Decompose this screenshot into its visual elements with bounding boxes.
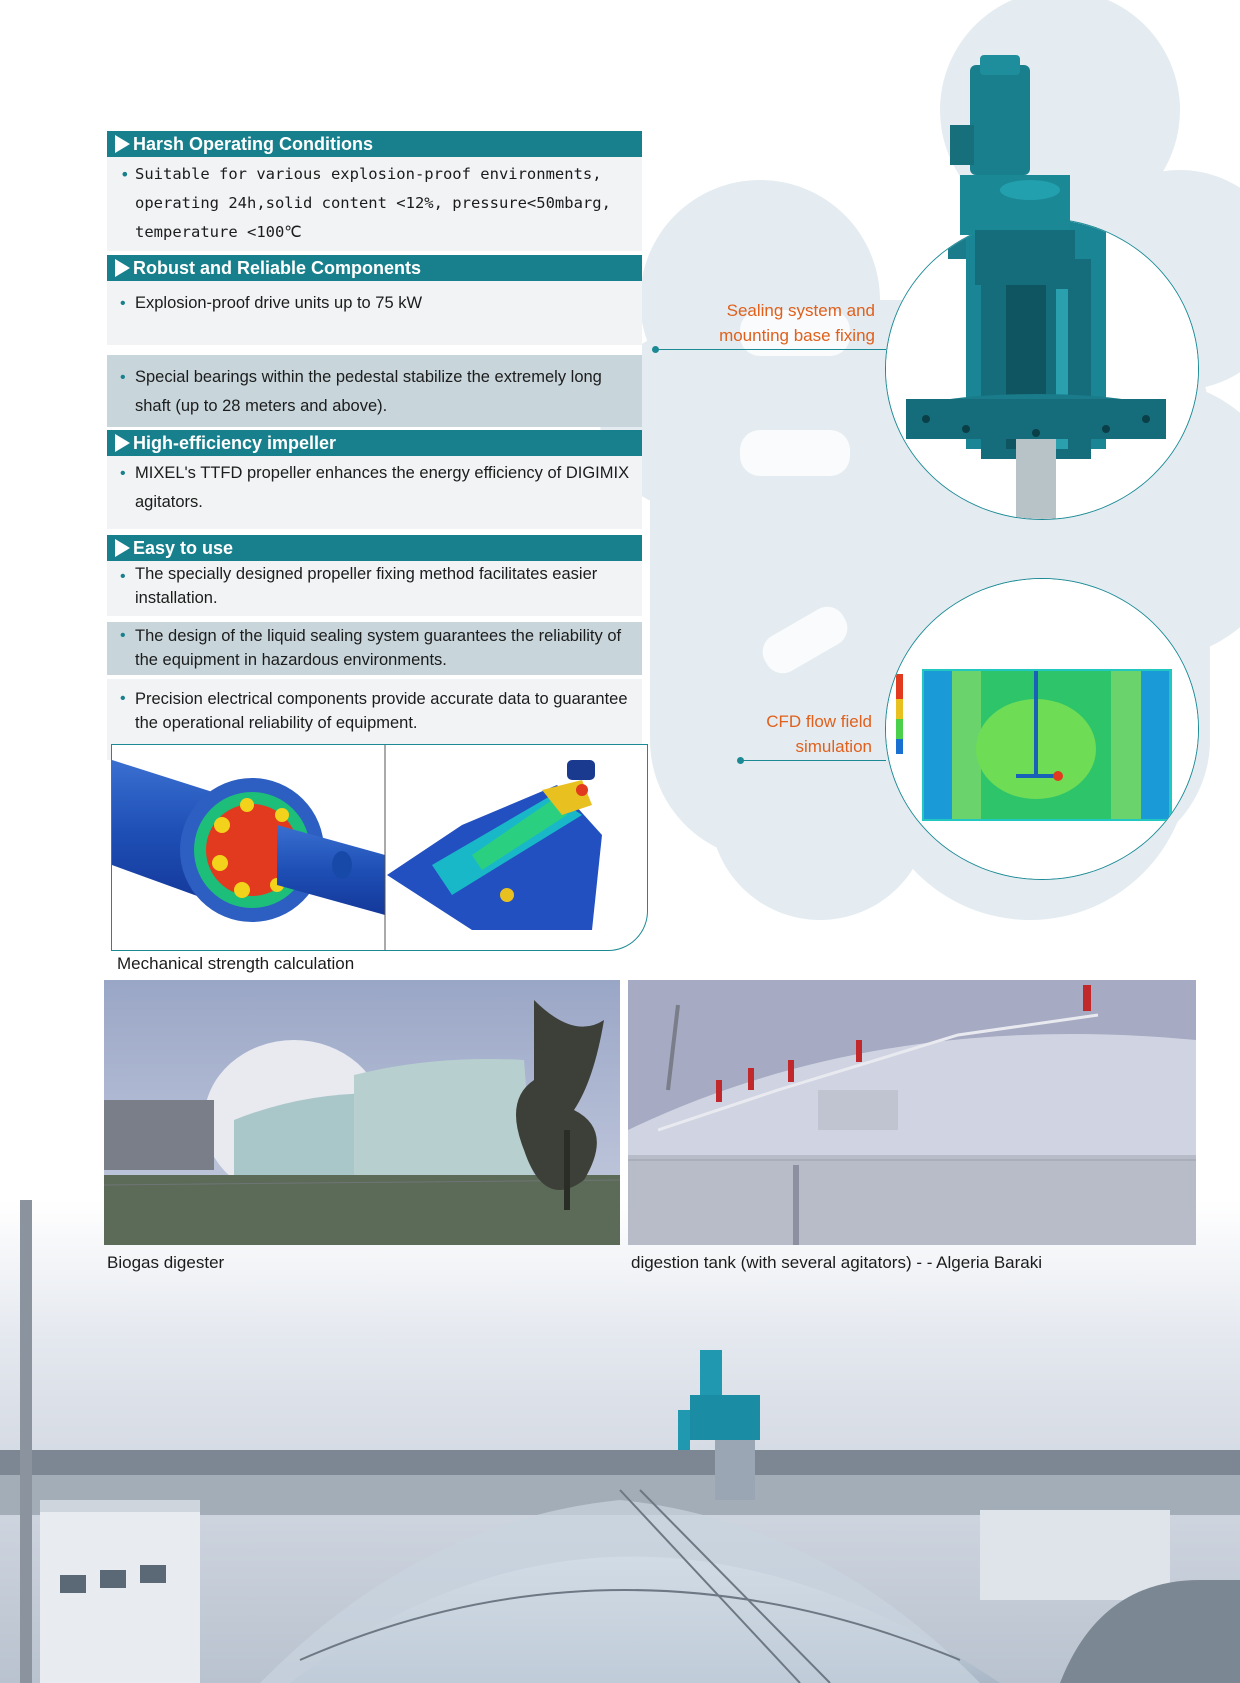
cfd-simulation-image — [886, 579, 1198, 879]
bullet-icon: • — [120, 465, 126, 482]
play-arrow-icon — [115, 259, 130, 277]
biogas-caption: Biogas digester — [107, 1253, 225, 1272]
feature-item — [107, 622, 642, 675]
callout-line-1: Sealing system and — [726, 301, 875, 320]
feature-text: MIXEL's TTFD propeller enhances the energy efficiency of DIGIMIX agitators. — [135, 464, 630, 511]
feature-text: Suitable for various explosion-proof environments, operating 24h,solid content <12%, pressure<50mbarg, temperature <100℃ — [135, 165, 611, 241]
callout-line-2: mounting base fixing — [719, 326, 875, 345]
bullet-icon: • — [120, 690, 126, 707]
bullet-icon: • — [120, 568, 126, 585]
cfd-callout — [680, 709, 872, 759]
section-title: Robust and Reliable Components — [133, 258, 422, 278]
fea-stress-image — [112, 745, 647, 950]
digestion-caption: digestion tank (with several agitators) - - Algeria Baraki — [631, 1253, 1043, 1272]
digestion-tank-photo — [628, 980, 1196, 1245]
cfd-detail-circle — [885, 578, 1199, 880]
feature-item — [107, 281, 642, 345]
callout-line — [658, 349, 886, 350]
section-header-harsh-conditions — [107, 131, 642, 157]
callout-line — [743, 760, 886, 761]
callout-line-1: CFD flow field — [766, 712, 872, 731]
biogas-digester-photo — [104, 980, 620, 1245]
feature-item — [107, 355, 642, 427]
spacer — [107, 345, 642, 355]
feature-text: The specially designed propeller fixing method facilitates easier installation. — [135, 565, 598, 607]
section-title: Easy to use — [133, 538, 234, 558]
bullet-icon: • — [120, 165, 130, 184]
bullet-icon: • — [120, 627, 126, 644]
feature-list — [107, 131, 642, 760]
bullet-icon: • — [120, 369, 126, 386]
callout-line-2: simulation — [795, 737, 872, 756]
section-title: Harsh Operating Conditions — [133, 134, 374, 154]
play-arrow-icon — [115, 434, 130, 452]
play-arrow-icon — [115, 135, 130, 153]
section-header-robust-components — [107, 255, 642, 281]
bullet-icon: • — [120, 295, 126, 312]
mechanical-caption: Mechanical strength calculation — [117, 954, 355, 973]
mechanical-strength-figure — [111, 744, 648, 951]
agitator-motor-image — [950, 55, 1110, 285]
feature-item — [107, 157, 642, 251]
feature-text: Special bearings within the pedestal stabilize the extremely long shaft (up to 28 meters and above). — [135, 368, 602, 415]
feature-text: The design of the liquid sealing system guarantees the reliability of the equipment in hazardous environments. — [135, 627, 622, 669]
feature-item — [107, 456, 642, 529]
section-title: High-efficiency impeller — [133, 433, 337, 453]
feature-text: Explosion-proof drive units up to 75 kW — [135, 294, 423, 312]
feature-item — [107, 561, 642, 616]
section-header-impeller — [107, 430, 642, 456]
play-arrow-icon — [115, 539, 130, 557]
feature-text: Precision electrical components provide accurate data to guarantee the operational reliability of equipment. — [135, 690, 628, 732]
section-header-easy-to-use — [107, 535, 642, 561]
sealing-callout — [680, 298, 875, 348]
